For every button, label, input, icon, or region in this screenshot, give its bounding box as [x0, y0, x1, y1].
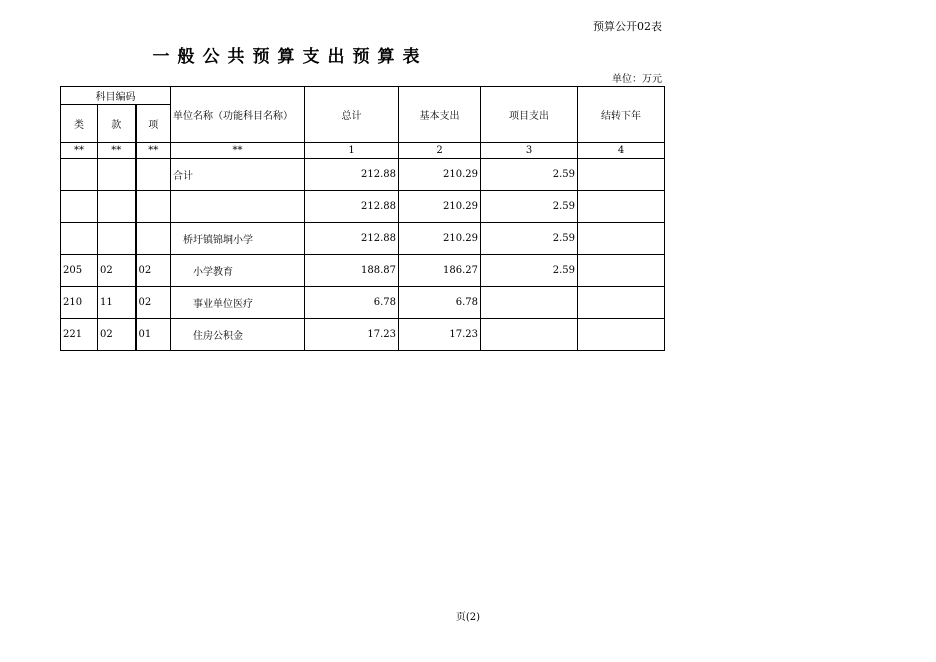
total-cell: 17.23	[305, 319, 399, 351]
lei-cell: 221	[61, 319, 98, 351]
name-cell: 住房公积金	[171, 319, 305, 351]
index-cell: **	[61, 143, 98, 159]
basic-cell: 17.23	[399, 319, 481, 351]
carryover-cell	[578, 255, 665, 287]
carryover-header: 结转下年	[578, 87, 665, 143]
basic-cell: 6.78	[399, 287, 481, 319]
project-cell: 2.59	[481, 255, 578, 287]
budget-table	[60, 86, 665, 351]
project-header: 项目支出	[481, 87, 578, 143]
carryover-cell	[578, 223, 665, 255]
name-cell: 事业单位医疗	[171, 287, 305, 319]
total-cell: 6.78	[305, 287, 399, 319]
kuan-cell: 02	[98, 319, 136, 351]
xiang-cell: 02	[136, 255, 171, 287]
index-row	[61, 143, 665, 159]
name-cell: 小学教育	[171, 255, 305, 287]
table-row	[61, 319, 665, 351]
lei-cell	[61, 191, 98, 223]
kuan-cell	[98, 191, 136, 223]
project-cell: 2.59	[481, 159, 578, 191]
table-row	[61, 191, 665, 223]
xiang-cell: 02	[136, 287, 171, 319]
subject-code-header: 科目编码	[61, 87, 171, 105]
carryover-cell	[578, 287, 665, 319]
name-cell: 桥圩镇锦垌小学	[171, 223, 305, 255]
xiang-cell: 01	[136, 319, 171, 351]
page-title: 一般公共预算支出预算表	[152, 47, 428, 67]
name-cell	[171, 191, 305, 223]
table-row	[61, 255, 665, 287]
lei-cell: 210	[61, 287, 98, 319]
project-cell	[481, 319, 578, 351]
carryover-cell	[578, 191, 665, 223]
name-cell: 合计	[171, 159, 305, 191]
lei-cell	[61, 223, 98, 255]
kuan-cell	[98, 223, 136, 255]
basic-cell: 210.29	[399, 191, 481, 223]
unit-name-header: 单位名称（功能科目名称）	[171, 87, 305, 143]
xiang-cell	[136, 191, 171, 223]
index-cell: **	[171, 143, 305, 159]
total-header: 总计	[305, 87, 399, 143]
carryover-cell	[578, 159, 665, 191]
kuan-cell	[98, 159, 136, 191]
index-cell: 4	[578, 143, 665, 159]
xiang-header: 项	[136, 105, 171, 143]
table-row	[61, 159, 665, 191]
total-cell: 212.88	[305, 223, 399, 255]
index-cell: **	[98, 143, 136, 159]
index-cell: **	[136, 143, 171, 159]
basic-cell: 210.29	[399, 159, 481, 191]
project-cell	[481, 287, 578, 319]
total-cell: 212.88	[305, 159, 399, 191]
project-cell: 2.59	[481, 223, 578, 255]
lei-header: 类	[61, 105, 98, 143]
unit-label: 单位：万元	[612, 74, 662, 85]
basic-cell: 186.27	[399, 255, 481, 287]
carryover-cell	[578, 319, 665, 351]
project-cell: 2.59	[481, 191, 578, 223]
total-cell: 212.88	[305, 191, 399, 223]
page-number: 页(2)	[455, 612, 481, 623]
kuan-header: 款	[98, 105, 136, 143]
index-cell: 1	[305, 143, 399, 159]
table-row	[61, 223, 665, 255]
basic-header: 基本支出	[399, 87, 481, 143]
kuan-cell: 02	[98, 255, 136, 287]
basic-cell: 210.29	[399, 223, 481, 255]
index-cell: 2	[399, 143, 481, 159]
total-cell: 188.87	[305, 255, 399, 287]
kuan-cell: 11	[98, 287, 136, 319]
index-cell: 3	[481, 143, 578, 159]
lei-cell: 205	[61, 255, 98, 287]
form-id: 预算公开02表	[593, 20, 662, 33]
lei-cell	[61, 159, 98, 191]
xiang-cell	[136, 223, 171, 255]
table-row	[61, 287, 665, 319]
xiang-cell	[136, 159, 171, 191]
